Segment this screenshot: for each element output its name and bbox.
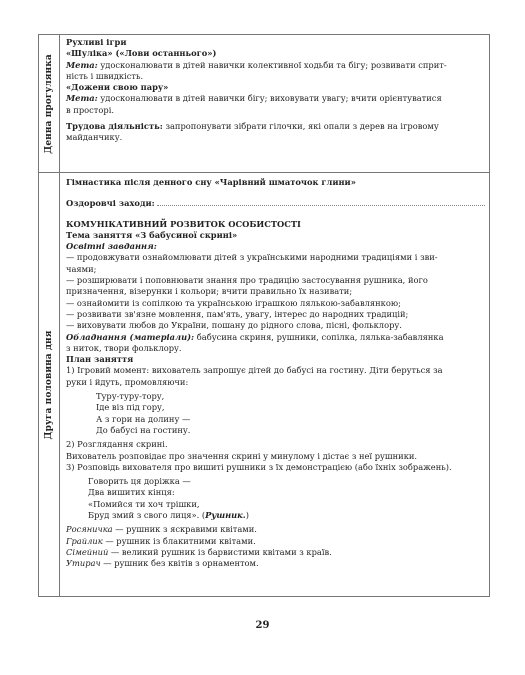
game1-title: «Шуліка» («Лови останнього») [66,48,217,59]
towel-item [66,524,485,535]
task-line: призначення, візерунки і кольори; вчити правильно їх називати; [66,286,353,297]
poem-line: Іде віз під гору, [96,402,165,413]
poem-text: Бруд змий з свого лиця». ( [88,510,206,521]
poem-line: Говорить ця доріжка — [88,476,191,487]
topic-title: Тема заняття «З бабусиної скрині» [66,229,238,240]
poem-line: А з гори на долину — [96,413,191,424]
section-title: КОМУНІКАТИВНИЙ РОЗВИТОК ОСОБИСТОСТІ [66,218,301,229]
step1: 1) Ігровий момент: вихователь запрошує дітей до бабусі на гостину. Діти беруться за [66,365,443,376]
labor-label: Трудова діяльність: [66,121,163,132]
goal-text: удосконалювати в дітей навички колективної ходьби та бігу; розвивати сприт- [100,59,447,70]
task-line: — виховувати любов до України, пошану до рідного слова, пісні, фольклору. [66,320,402,331]
step3: 3) Розповідь вихователя про вишиті рушники з їх демонстрацією (або їхніх зображень). [66,461,452,472]
towel-desc: — рушник із блакитними квітами. [102,535,256,546]
task-line: чаями; [66,263,97,274]
games-heading: Рухливі ігри [66,37,127,47]
towel-name: Сімейний [66,546,109,557]
row-content [66,177,485,570]
row-side-cell [39,173,60,596]
towel-name: Росяничка [66,524,113,535]
game2-goal [66,93,485,104]
row-daytime-walk [39,35,489,173]
towel-item [66,547,485,558]
goal-label: Мета: [66,93,98,104]
poem-line: Туру-туру-тору, [96,391,165,402]
poem-line: До бабусі на гостину. [96,424,191,435]
poem-line [66,510,485,521]
poem-line: «Помийся ти хоч трішки, [88,498,200,509]
materials-cont: з ниток, твори фольклору. [66,342,182,353]
row-side-cell [39,35,60,172]
game1-goal [66,60,485,71]
labor-text: запропонувати зібрати гілочки, які опали з дерев на ігровому [165,121,439,132]
task-line: — розширювати і поповнювати знання про традицію застосування рушника, його [66,275,428,286]
towel-name: Грайлик [66,535,103,546]
game1-goal-cont: ність і швидкість. [66,70,144,81]
spacer [66,188,485,197]
step1-cont: руки і йдуть, промовляючи: [66,376,189,387]
goal-label: Мета: [66,59,98,70]
side-label-daytime-walk: Денна прогулянка [44,53,54,154]
tasks-label: Освітні завдання: [66,241,157,252]
task-line: — ознайомити із сопілкою та українською іграшкою лялькою-забавлянкою; [66,297,401,308]
health-label: Оздоровчі заходи: [66,198,155,209]
game2-goal-cont: в просторі. [66,104,114,115]
materials-text: бабусина скриня, рушники, сопілка, лялька-забавлянка [196,331,444,342]
towel-item [66,558,485,569]
labor-activity-cont: майданчику. [66,132,123,143]
towel-name: Утирач [66,558,101,569]
materials-label: Обладнання (матеріали): [66,331,195,342]
game2-title: «Дожени свою пару» [66,82,169,93]
poem-answer: Рушник. [205,510,246,521]
poem-bracket: ) [245,510,249,521]
row-second-half-day [39,173,489,596]
step2-desc: Вихователь розповідає про значення скрині у минулому і дістає з неї рушники. [66,450,418,461]
towel-desc: — великий рушник із барвистими квітами з країв. [108,546,332,557]
gymnastics-line: Гімнастика після денного сну «Чарівний шматочок глини» [66,177,356,187]
step2: 2) Розглядання скрині. [66,439,168,450]
goal-text: удосконалювати в дітей навички бігу; виховувати увагу; вчити орієнтуватися [100,93,442,104]
health-measures [66,197,485,209]
towel-item [66,536,485,547]
towel-desc: — рушник з яскравими квітами. [112,524,257,535]
materials [66,332,485,343]
towel-desc: — рушник без квітів з орнаментом. [100,558,259,569]
task-line: — продовжувати ознайомлювати дітей з українськими народними традиціями і зви- [66,252,438,263]
side-label-second-half: Друга половина дня [44,330,54,439]
plan-table [38,34,490,597]
page-number: 29 [255,620,270,631]
dotted-fill-line [157,197,485,206]
labor-activity [66,121,485,132]
row-content [66,37,485,144]
plan-label: План заняття [66,354,134,365]
poem-line: Два вишитих кінця: [88,487,175,498]
spacer [66,210,485,219]
task-line: — розвивати зв'язне мовлення, пам'ять, увагу, інтерес до народних традицій; [66,308,409,319]
